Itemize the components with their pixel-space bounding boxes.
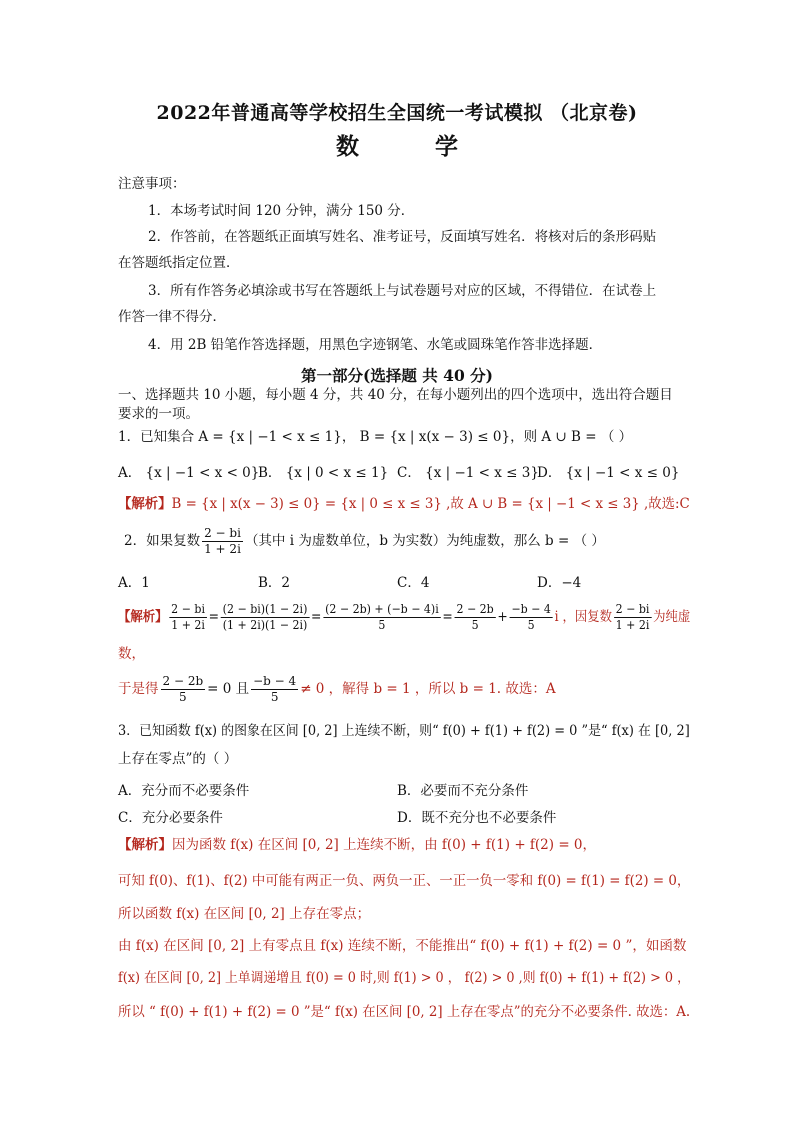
q3-solution-text-1: 因为函数 f(x) 在区间 [0, 2] 上连续不断，由 f(0) + f(1) + f(2) = 0， — [172, 837, 597, 853]
q2-sol-frac-2 — [221, 602, 309, 633]
exam-title: 2022年普通高等学校招生全国统一考试模拟 （北京卷) — [156, 102, 638, 124]
q1-option-b: B． {x | 0 < x ≤ 1} — [258, 465, 389, 481]
q2-option-c: C．4 — [397, 575, 430, 591]
q2-fraction-numerator: 2 − bi — [204, 526, 241, 540]
note-3-line-2: 作答一律不得分． — [118, 309, 226, 325]
q2-sol-frac-1 — [169, 602, 206, 633]
q1-stem: 1．已知集合 A = {x | −1 < x ≤ 1}， B = {x | x(x − 3) ≤ 0}，则 A ∪ B = （ ） — [118, 429, 633, 445]
q3-stem-line-2: 上存在零点”的（ ） — [118, 751, 238, 767]
q2-sol-frac-8 — [251, 674, 298, 705]
note-2-line-2: 在答题纸指定位置． — [118, 255, 240, 271]
note-2-line-1: 2．作答前，在答题纸正面填写姓名、准考证号，反面填写姓名．将核对后的条形码贴 — [148, 229, 657, 245]
q2-solution-tag: 【解析】 — [118, 609, 168, 625]
section-intro-line-1: 一、选择题共 10 小题，每小题 4 分，共 40 分，在每小题列出的四个选项中，选出符合题目 — [118, 387, 673, 403]
q1-solution-tag: 【解析】 — [118, 496, 172, 512]
q3-solution-line-3: 所以函数 f(x) 在区间 [0, 2] 上存在零点； — [118, 906, 371, 922]
q3-solution-line-6: 所以 “ f(0) + f(1) + f(2) = 0 ”是“ f(x) 在区间 [0, 2] 上存在零点”的充分不必要条件. 故选：A. — [118, 1004, 691, 1020]
q2-sol-frac-6-den: 1 + 2i — [615, 618, 650, 632]
q3-option-c: C．充分必要条件 — [118, 810, 223, 826]
q2-sol-frac-3-den: 5 — [378, 618, 386, 632]
q2-stem-post: （其中 i 为虚数单位，b 为实数）为纯虚数，那么 b = （ ） — [244, 533, 605, 549]
q2-option-b: B．2 — [258, 575, 291, 591]
q3-option-d: D．既不充分也不必要条件 — [397, 810, 557, 826]
q2-solution-line-1: 【解析】 $\frac{2 - bi}{1 + 2i}$ = $\frac{(2 - bi)(1 - 2i)}{(1 + 2i)(1 - 2i)}$ = $\frac{(2 - 2b) + (-b - 4)i}{5}$ = $\frac{2 - 2b}{5}$ + $\frac{-b - 4}{5}$ i ，因复数 $\frac{2 - bi}{1 + 2i}$ 为纯虚 — [118, 602, 691, 632]
q2-sol-frac-3-num: (2 − 2b) + (−b − 4)i — [325, 602, 439, 616]
q2-sol-frac-6-num: 2 − bi — [615, 602, 650, 616]
q3-solution-tag: 【解析】 — [118, 837, 172, 853]
q2-sol-text-3: 于是得 — [118, 681, 159, 697]
q2-sol-frac-4 — [455, 602, 496, 633]
q2-sol-frac-7-num: 2 − 2b — [162, 674, 204, 688]
q1-solution — [118, 495, 690, 513]
q1-option-a: A． {x | −1 < x < 0} — [118, 465, 260, 481]
q2-solution-line-2: 数， — [118, 646, 145, 662]
q2-option-d: D．−4 — [537, 575, 582, 591]
q2-stem-fraction — [202, 526, 243, 557]
q2-option-a: A．1 — [118, 575, 150, 591]
q3-stem-line-1: 3．已知函数 f(x) 的图象在区间 [0, 2] 上连续不断，则“ f(0) + f(1) + f(2) = 0 ”是“ f(x) 在 [0, 2] — [118, 723, 690, 739]
q2-sol-frac-4-den: 5 — [471, 618, 479, 632]
section-intro-line-2: 要求的一项。 — [118, 406, 199, 422]
q3-solution-line-5: f(x) 在区间 [0, 2] 上单调递增且 f(0) = 0 时,则 f(1) > 0 ， f(2) > 0 ,则 f(0) + f(1) + f(2) > 0 ， — [118, 970, 690, 986]
q1-option-c: C． {x | −1 < x ≤ 3} — [397, 465, 539, 481]
q2-sol-frac-5-den: 5 — [527, 618, 535, 632]
q2-sol-frac-3 — [323, 602, 440, 633]
q2-sol-text-1: i ，因复数 — [554, 609, 612, 625]
q2-stem — [124, 526, 605, 557]
note-3-line-1: 3．所有作答务必填涂或书写在答题纸上与试卷题号对应的区域，不得错位．在试卷上 — [148, 283, 657, 299]
q2-sol-frac-8-den: 5 — [270, 690, 279, 704]
q3-solution-line-2: 可知 f(0)、f(1)、f(2) 中可能有两正一负、两负一正、一正一负一零和 f(0) = f(1) = f(2) = 0， — [118, 873, 691, 889]
section-title: 第一部分(选择题 共 40 分) — [301, 366, 493, 385]
q3-option-b: B．必要而不充分条件 — [397, 783, 529, 799]
q2-sol-frac-2-num: (2 − bi)(1 − 2i) — [222, 602, 308, 616]
q3-solution-line-4: 由 f(x) 在区间 [0, 2] 上有零点且 f(x) 连续不断，不能推出“ f(0) + f(1) + f(2) = 0 ”，如函数 — [118, 938, 687, 954]
q2-fraction-denominator: 1 + 2i — [204, 542, 241, 556]
q2-sol-frac-2-den: (1 + 2i)(1 − 2i) — [222, 618, 308, 632]
q2-sol-text-4: = 0 且 — [207, 681, 250, 697]
q2-sol-text-2: 为纯虚 — [653, 609, 691, 625]
q2-sol-frac-5-num: −b − 4 — [511, 602, 551, 616]
q2-solution-line-3 — [118, 672, 556, 706]
q3-option-a: A．充分而不必要条件 — [118, 783, 250, 799]
notes-heading: 注意事项： — [118, 176, 186, 192]
subject-title: 数 学 — [335, 133, 492, 160]
q2-sol-frac-4-num: 2 − 2b — [456, 602, 494, 616]
q1-solution-text: B = {x | x(x − 3) ≤ 0} = {x | 0 ≤ x ≤ 3} ,故 A ∪ B = {x | −1 < x ≤ 3} ,故选:C — [171, 496, 690, 512]
note-1: 1．本场考试时间 120 分钟，满分 150 分． — [148, 203, 415, 219]
q2-sol-frac-1-num: 2 − bi — [171, 602, 205, 616]
q2-stem-pre: 2．如果复数 — [124, 533, 201, 549]
q2-sol-frac-6 — [614, 602, 651, 633]
q2-sol-frac-8-num: −b − 4 — [253, 674, 297, 688]
q3-solution-line-1 — [118, 836, 596, 854]
q2-sol-frac-7 — [161, 674, 206, 705]
q1-option-d: D． {x | −1 < x ≤ 0} — [537, 465, 680, 481]
q2-sol-text-5: ≠ 0 ，解得 b = 1 ，所以 b = 1. 故选：A — [300, 681, 556, 697]
q2-sol-frac-1-den: 1 + 2i — [171, 618, 205, 632]
q2-sol-frac-5 — [510, 602, 553, 633]
q2-sol-frac-7-den: 5 — [179, 690, 187, 704]
note-4: 4．用 2B 铅笔作答选择题，用黑色字迹钢笔、水笔或圆珠笔作答非选择题． — [148, 337, 603, 353]
